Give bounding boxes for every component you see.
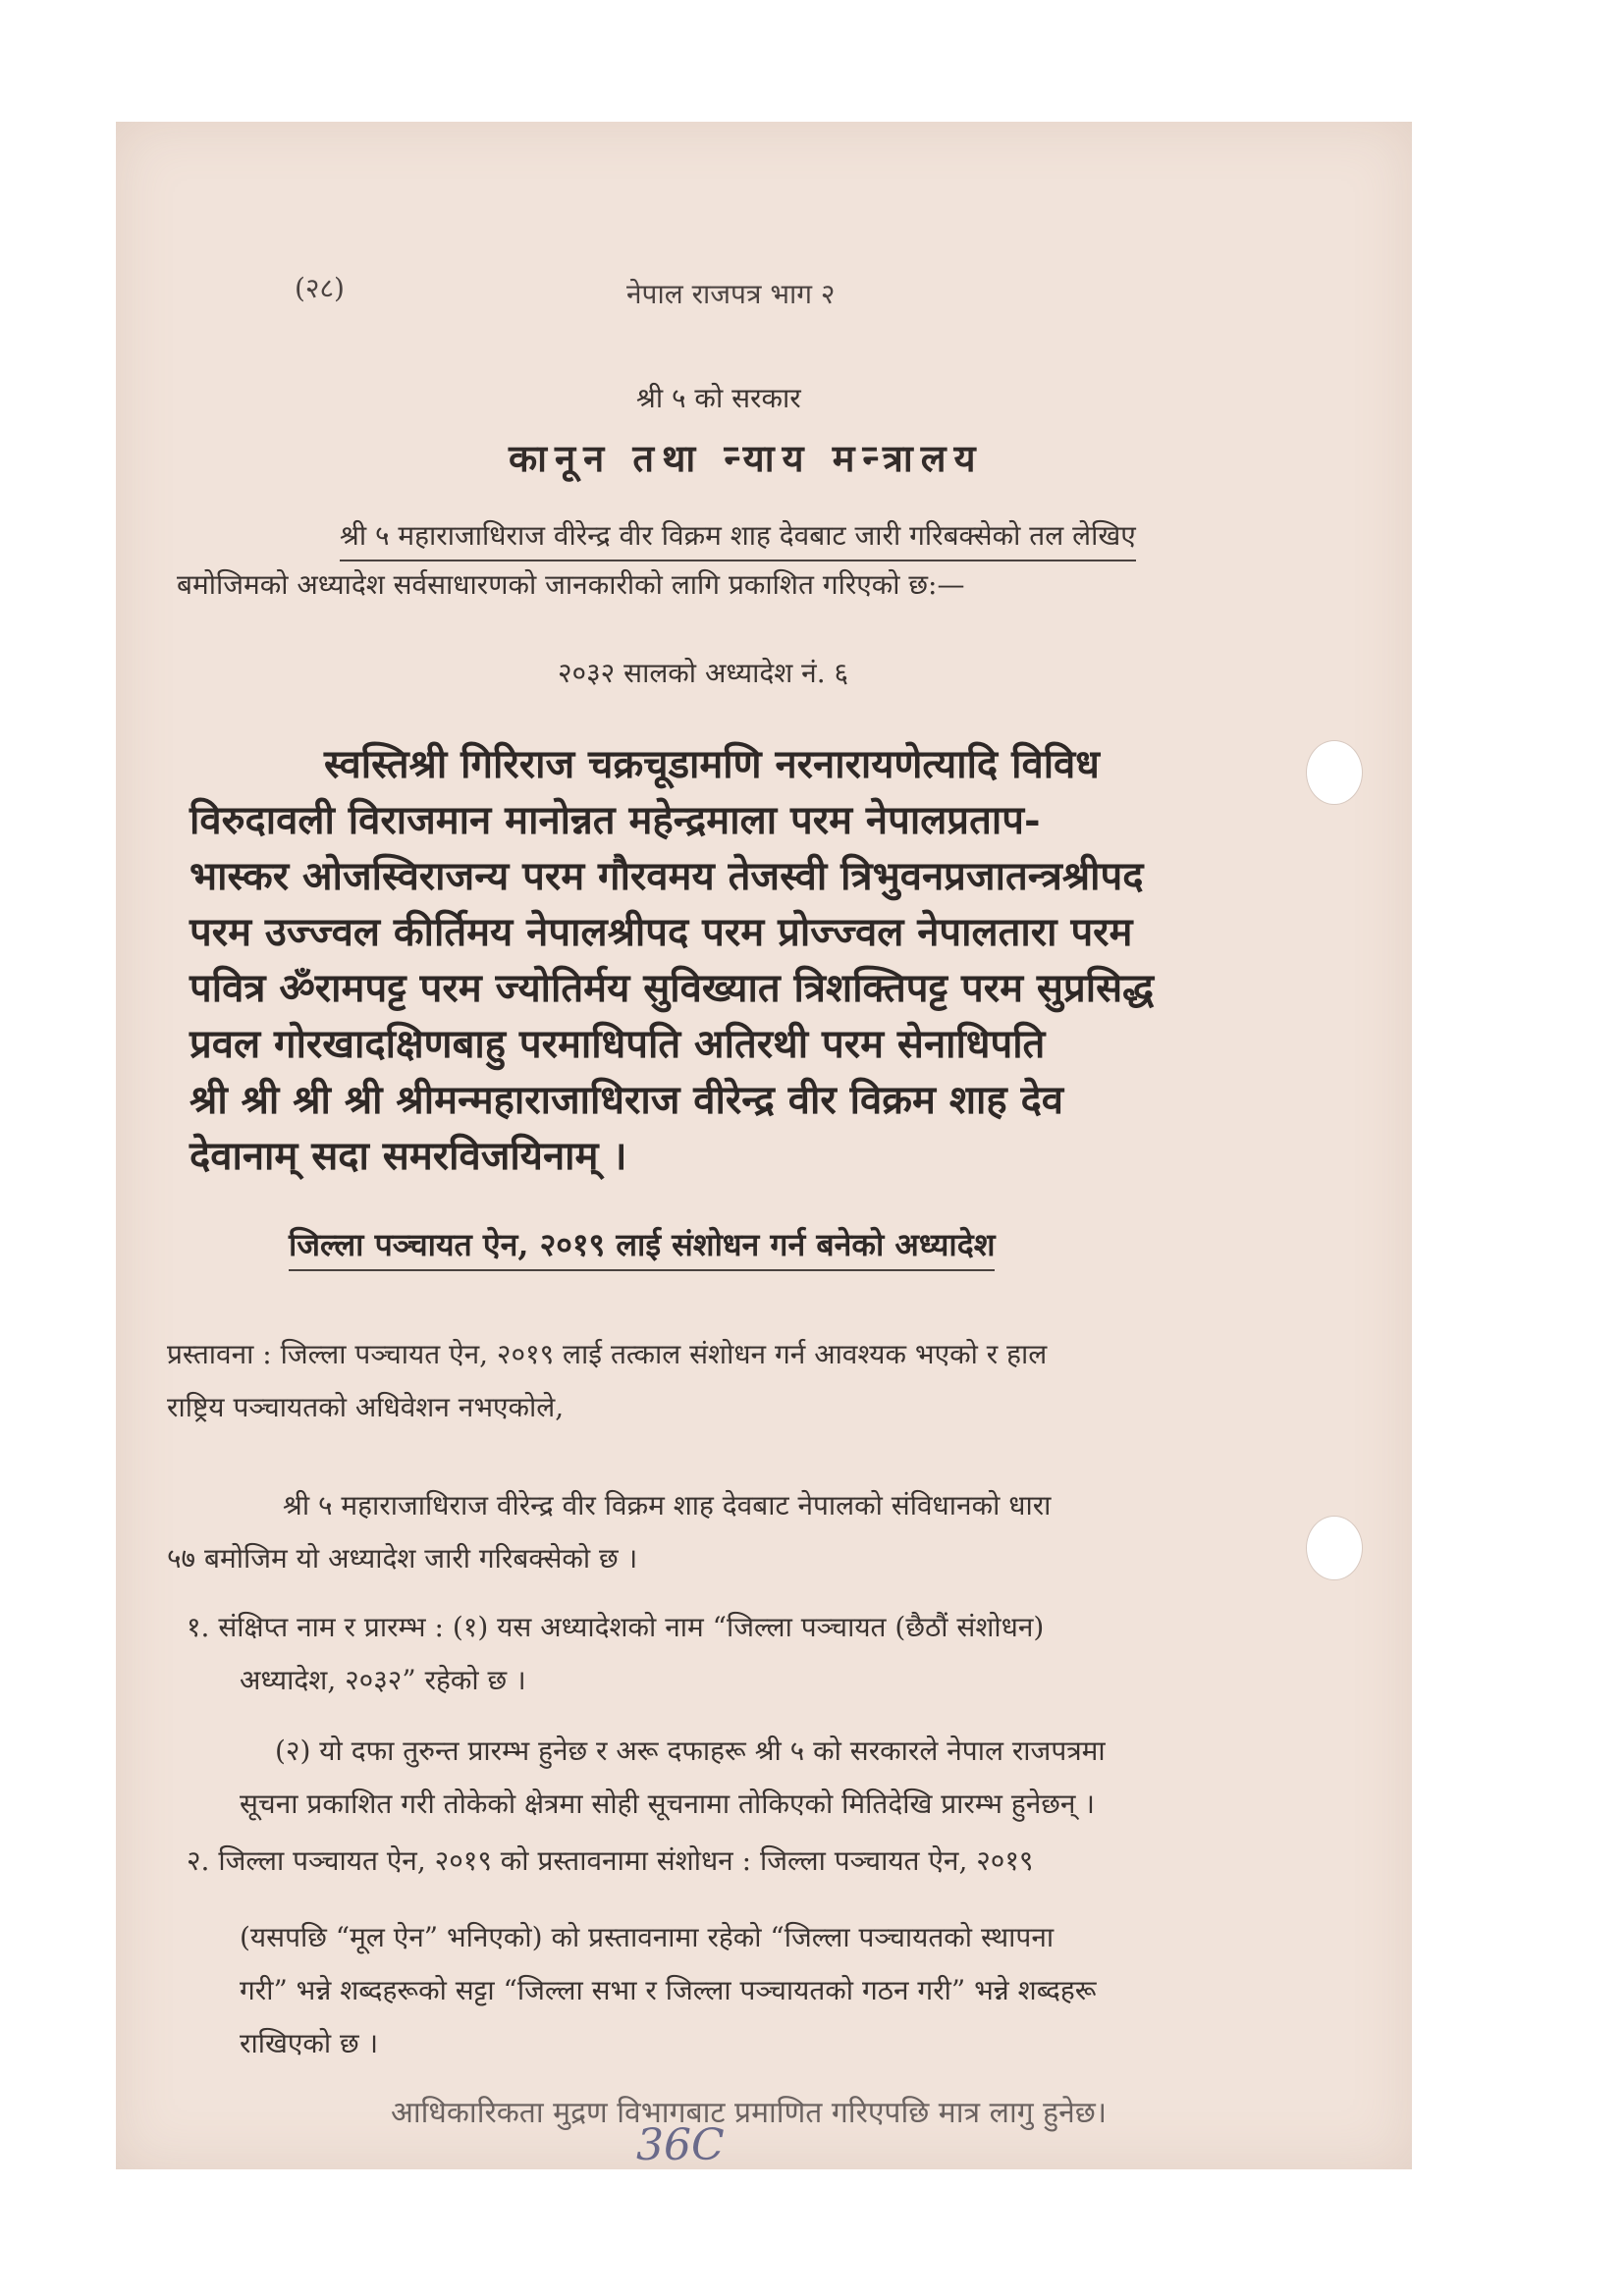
royal-title-line: पवित्र ॐरामपट्ट परम ज्योतिर्मय सुविख्यात त्रिशक्तिपट्ट परम सुप्रसिद्ध (189, 965, 1155, 1011)
royal-title-line: परम उज्ज्वल कीर्तिमय नेपालश्रीपद परम प्रोज्ज्वल नेपालतारा परम (189, 909, 1133, 955)
government-name: श्री ५ को सरकार (636, 382, 801, 414)
section-2-line-2: (यसपछि “मूल ऐन” भनिएको) को प्रस्तावनामा रहेको “जिल्ला पञ्चायतको स्थापना (240, 1921, 1055, 1953)
section-1-sub-line-1: (२) यो दफा तुरुन्त प्रारम्भ हुनेछ र अरू दफाहरू श्री ५ को सरकारले नेपाल राजपत्रमा (275, 1735, 1106, 1767)
preamble-line-2: राष्ट्रिय पञ्चायतको अधिवेशन नभएकोले, (167, 1391, 565, 1423)
footer-note: आधिकारिकता मुद्रण विभागबाट प्रमाणित गरिएपछि मात्र लागु हुनेछ। (391, 2096, 1108, 2130)
intro-line-1: श्री ५ महाराजाधिराज वीरेन्द्र वीर विक्रम शाह देवबाट जारी गरिबक्सेको तल लेखिए (340, 516, 1136, 561)
ministry-name: कानून तथा न्याय मन्त्रालय (509, 436, 984, 480)
ordinance-number: २०३२ सालको अध्यादेश नं. ६ (558, 657, 849, 689)
punch-hole (1306, 1516, 1363, 1580)
section-1-line-2: अध्यादेश, २०३२” रहेको छ । (240, 1664, 526, 1696)
preamble-line-1: प्रस्तावना : जिल्ला पञ्चायत ऐन, २०१९ लाई तत्काल संशोधन गर्न आवश्यक भएको र हाल (167, 1338, 1048, 1370)
royal-title-line: देवानाम् सदा समरविजयिनाम् । (189, 1133, 627, 1179)
punch-hole (1306, 740, 1363, 805)
gazette-title: नेपाल राजपत्र भाग २ (626, 278, 836, 310)
section-2-line-4: राखिएको छ । (240, 2027, 379, 2059)
enactment-line-2: ५७ बमोजिम यो अध्यादेश जारी गरिबक्सेको छ । (167, 1542, 638, 1575)
handwritten-number: 36C (636, 2120, 725, 2170)
intro-line-2: बमोजिमको अध्यादेश सर्वसाधारणको जानकारीको लागि प्रकाशित गरिएको छ:— (177, 568, 965, 601)
ordinance-title: जिल्ला पञ्चायत ऐन, २०१९ लाई संशोधन गर्न बनेको अध्यादेश (289, 1223, 995, 1271)
document-page (116, 122, 1412, 2169)
enactment-line-1: श्री ५ महाराजाधिराज वीरेन्द्र वीर विक्रम शाह देवबाट नेपालको संविधानको धारा (283, 1489, 1052, 1522)
section-1-sub-line-2: सूचना प्रकाशित गरी तोकेको क्षेत्रमा सोही सूचनामा तोकिएको मितिदेखि प्रारम्भ हुनेछन् । (240, 1788, 1095, 1820)
section-1-line-1: १. संक्षिप्त नाम र प्रारम्भ : (१) यस अध्यादेशको नाम “जिल्ला पञ्चायत (छैठौं संशोधन) (187, 1611, 1045, 1643)
royal-title-line: श्री श्री श्री श्री श्रीमन्महाराजाधिराज वीरेन्द्र वीर विक्रम शाह देव (189, 1077, 1064, 1123)
page-number: (२८) (295, 272, 345, 304)
royal-title-line: प्रवल गोरखादक्षिणबाहु परमाधिपति अतिरथी परम सेनाधिपति (189, 1021, 1046, 1067)
royal-title-line: विरुदावली विराजमान मानोन्नत महेन्द्रमाला परम नेपालप्रताप- (189, 797, 1041, 843)
section-2-line-3: गरी” भन्ने शब्दहरूको सट्टा “जिल्ला सभा र जिल्ला पञ्चायतको गठन गरी” भन्ने शब्दहरू (240, 1974, 1097, 2006)
royal-title-line: भास्कर ओजस्विराजन्य परम गौरवमय तेजस्वी त्रिभुवनप्रजातन्त्रश्रीपद (189, 853, 1144, 899)
section-2-line-1: २. जिल्ला पञ्चायत ऐन, २०१९ को प्रस्तावनामा संशोधन : जिल्ला पञ्चायत ऐन, २०१९ (187, 1844, 1034, 1877)
royal-title-line: स्वस्तिश्री गिरिराज चक्रचूडामणि नरनारायणेत्यादि विविध (324, 741, 1100, 787)
